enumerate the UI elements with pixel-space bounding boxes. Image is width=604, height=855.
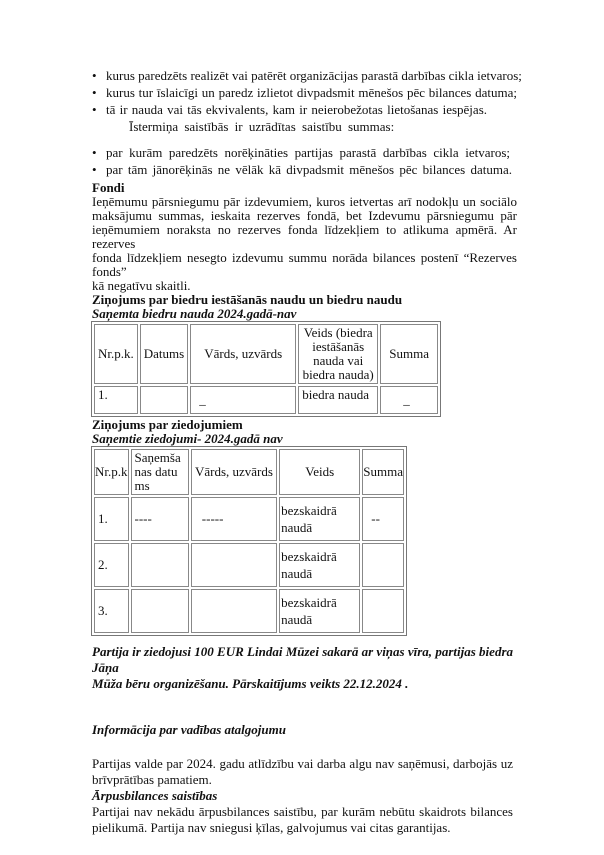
donations-subheading: Saņemtie ziedojumi- 2024.gadā nav (92, 431, 283, 446)
column-header: Vārds, uzvārds (191, 449, 277, 495)
bullet-icon: • (92, 85, 97, 100)
donation-note (92, 644, 513, 692)
table-cell: 3. (94, 589, 129, 633)
text-line: Partijai nav nekādu ārpusbilances saistību, par kurām nebūtu skaidrots bilances (92, 804, 513, 819)
text-line: Ieņēmumu pārsniegumu pār izdevumiem, kuros ietvertas arī nodokļu un sociālo (92, 194, 517, 209)
text-line: maksājumu summas, ieskaita rezerves fondā, bet Izdevumu pārsniegumu pār (92, 208, 517, 223)
table-cell (362, 589, 404, 633)
bullet-item (92, 161, 512, 178)
table-row (94, 386, 438, 414)
text-line: ieņēmumiem noraksta no rezerves fonda līdzekļiem to atlikuma apmērā. Ar rezerves (92, 222, 517, 251)
bullet-text: tā ir nauda vai tās ekvivalents, kam ir neierobežotas lietošanas iespējas. (106, 102, 487, 117)
bullet-icon: • (92, 68, 97, 83)
table-row (94, 543, 404, 587)
column-header: Saņemšanas datums (131, 449, 189, 495)
table-cell (191, 589, 277, 633)
table-cell (191, 543, 277, 587)
table-cell (140, 386, 188, 414)
table-header-row (94, 324, 438, 384)
column-header: Datums (140, 324, 188, 384)
table-cell: 2. (94, 543, 129, 587)
off-balance-heading: Ārpusbilances saistības (92, 788, 218, 803)
column-header: Nr.p.k. (94, 324, 138, 384)
management-heading: Informācija par vadības atalgojumu (92, 722, 286, 737)
table-cell (362, 543, 404, 587)
fondi-heading: Fondi (92, 180, 125, 195)
bullet-icon: • (92, 162, 97, 177)
bullet-text: kurus tur īslaicīgi un paredz izlietot divpadsmit mēnešos pēc bilances datuma; (106, 85, 517, 100)
text-line: Mūža bēru organizēšanu. Pārskaitījums veikts 22.12.2024 . (92, 676, 409, 691)
bullet-icon: • (92, 145, 97, 160)
bullet-item (92, 144, 510, 161)
table-cell: 1. (94, 386, 138, 414)
bullet-item (92, 101, 487, 118)
table-cell: -- (362, 497, 404, 541)
column-header: Nr.p.k (94, 449, 129, 495)
column-header: Summa (362, 449, 404, 495)
bullet-text: kurus paredzēts realizēt vai patērēt organizācijas parastā darbības cikla ietvaros; (106, 68, 522, 83)
text-line: fonda līdzekļiem nesegto izdevumu summu norāda bilances postenī “Rezerves fonds” (92, 250, 517, 279)
document-page (92, 0, 522, 836)
bullet-icon: • (92, 102, 97, 117)
table-header-row (94, 449, 404, 495)
table-cell: 1. (94, 497, 129, 541)
text-line: brīvprātības pamatiem. (92, 772, 212, 787)
donations-heading: Ziņojums par ziedojumiem (92, 417, 243, 432)
short-term-intro: Īstermiņa saistībās ir uzrādītas saistību summas: (129, 119, 395, 134)
table-cell: bezskaidrā naudā (279, 543, 360, 587)
text-line: Partija ir ziedojusi 100 EUR Lindai Mūzei sakarā ar viņas vīra, partijas biedra Jāņa (92, 644, 513, 675)
column-header: Vārds, uzvārds (190, 324, 296, 384)
table-cell: _ (190, 386, 296, 414)
off-balance-paragraph (92, 804, 513, 836)
table-cell (131, 543, 189, 587)
column-header: Summa (380, 324, 438, 384)
bullet-text: par kurām paredzēts norēķināties partijas parastā darbības cikla ietvaros; (106, 145, 510, 160)
text-line: pielikumā. Partija nav sniegusi ķīlas, galvojumus vai citas garantijas. (92, 820, 451, 835)
donations-table (91, 446, 407, 636)
members-subheading: Saņemta biedru nauda 2024.gadā-nav (92, 306, 297, 321)
members-table (91, 321, 441, 417)
table-cell (131, 589, 189, 633)
column-header: Veids (279, 449, 360, 495)
table-cell: bezskaidrā naudā (279, 589, 360, 633)
members-heading: Ziņojums par biedru iestāšanās naudu un biedru naudu (92, 292, 403, 307)
bullet-item (92, 84, 517, 101)
table-row (94, 497, 404, 541)
text-line: kā negatīvu skaitli. (92, 278, 191, 293)
table-row (94, 589, 404, 633)
table-cell: ----- (191, 497, 277, 541)
table-cell: biedra nauda (298, 386, 378, 414)
fondi-paragraph (92, 195, 517, 293)
table-cell: _ (380, 386, 438, 414)
table-cell: bezskaidrā naudā (279, 497, 360, 541)
column-header: Veids (biedra iestāšanās nauda vai biedra nauda) (298, 324, 378, 384)
bullet-text: par tām jānorēķinās ne vēlāk kā divpadsmit mēnešos pēc bilances datuma. (106, 162, 512, 177)
table-cell: ---- (131, 497, 189, 541)
text-line: Partijas valde par 2024. gadu atlīdzību vai darba algu nav saņēmusi, darbojās uz (92, 756, 513, 771)
management-paragraph (92, 756, 513, 788)
bullet-item (92, 67, 522, 84)
